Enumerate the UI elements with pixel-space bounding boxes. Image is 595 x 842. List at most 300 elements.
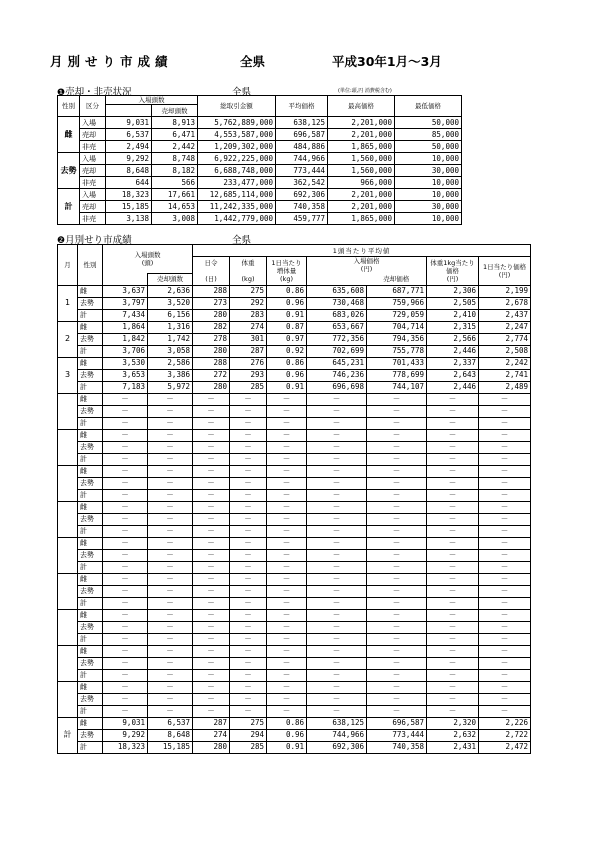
value-cell: －	[427, 585, 479, 597]
sex-cell: 雌	[78, 465, 103, 477]
max-cell: 2,201,000	[328, 129, 395, 141]
value-cell: 275	[230, 285, 267, 297]
value-cell: －	[367, 489, 427, 501]
avg-cell: 692,306	[276, 189, 328, 201]
value-cell: －	[367, 405, 427, 417]
value-cell: －	[479, 489, 531, 501]
value-cell: －	[479, 501, 531, 513]
value-cell: －	[367, 669, 427, 681]
month-label	[58, 681, 78, 717]
table-row	[58, 465, 531, 477]
value-cell: －	[148, 597, 193, 609]
min-cell: 50,000	[395, 141, 462, 153]
col-header-min: 最低価格	[395, 96, 462, 117]
value-cell: －	[367, 693, 427, 705]
zoutai-unit: (kg)	[280, 274, 293, 283]
month-label	[58, 465, 78, 501]
value-cell: －	[427, 681, 479, 693]
value-cell: －	[148, 549, 193, 561]
value-cell: －	[148, 429, 193, 441]
table-row	[58, 441, 531, 453]
value-cell: 2,508	[479, 345, 531, 357]
avg-cell: 362,542	[276, 177, 328, 189]
nyujo-cell: 8,648	[106, 165, 152, 177]
month-label	[58, 429, 78, 465]
min-cell: 10,000	[395, 177, 462, 189]
value-cell: 3,637	[103, 285, 148, 297]
value-cell: －	[267, 705, 307, 717]
baikyaku-cell: 8,748	[152, 153, 198, 165]
value-cell: －	[267, 549, 307, 561]
value-cell: －	[307, 705, 367, 717]
col-header-avg: 平均価格	[276, 96, 328, 117]
table-row	[58, 645, 531, 657]
value-cell: 3,653	[103, 369, 148, 381]
section2-marker: ❷	[57, 236, 66, 246]
value-cell: －	[427, 669, 479, 681]
value-cell: －	[307, 561, 367, 573]
value-cell: 9,292	[103, 729, 148, 741]
value-cell: －	[427, 513, 479, 525]
month-label: 1	[58, 285, 78, 321]
table-row	[58, 693, 531, 705]
value-cell: －	[479, 573, 531, 585]
section2-label: 月別せり市成績	[65, 235, 132, 246]
value-cell: －	[427, 429, 479, 441]
value-cell: －	[267, 513, 307, 525]
table-row	[58, 129, 462, 141]
sex-cell: 計	[78, 417, 103, 429]
total-cell: 11,242,335,000	[198, 201, 276, 213]
value-cell: 638,125	[307, 717, 367, 729]
value-cell: －	[230, 609, 267, 621]
value-cell: 746,236	[307, 369, 367, 381]
table-row	[58, 213, 462, 225]
group-label: 計	[58, 189, 80, 225]
col-header-zoutai	[267, 257, 307, 286]
max-cell: 2,201,000	[328, 189, 395, 201]
value-cell: －	[367, 621, 427, 633]
value-cell: －	[103, 501, 148, 513]
value-cell: 273	[193, 297, 230, 309]
value-cell: －	[479, 609, 531, 621]
max-cell: 1,865,000	[328, 213, 395, 225]
sex-cell: 計	[78, 597, 103, 609]
value-cell: －	[148, 441, 193, 453]
value-cell: －	[479, 429, 531, 441]
value-cell: －	[230, 429, 267, 441]
value-cell: －	[307, 537, 367, 549]
month-label	[58, 501, 78, 537]
value-cell: 730,468	[307, 297, 367, 309]
value-cell: －	[230, 657, 267, 669]
value-cell: －	[479, 549, 531, 561]
min-cell: 30,000	[395, 165, 462, 177]
value-cell: －	[367, 645, 427, 657]
baikyaku-cell: 6,471	[152, 129, 198, 141]
value-cell: 6,537	[148, 717, 193, 729]
value-cell: 280	[193, 381, 230, 393]
max-cell: 2,201,000	[328, 201, 395, 213]
monthly-results-table	[57, 244, 531, 754]
day-unit: (円)	[498, 270, 511, 279]
value-cell: －	[193, 489, 230, 501]
value-cell: 288	[193, 357, 230, 369]
value-cell: －	[267, 537, 307, 549]
value-cell: －	[307, 405, 367, 417]
sex-cell: 雌	[78, 717, 103, 729]
sex-cell: 去勢	[78, 621, 103, 633]
value-cell: －	[479, 633, 531, 645]
value-cell: －	[193, 561, 230, 573]
value-cell: 2,446	[427, 345, 479, 357]
sex-cell: 雌	[78, 681, 103, 693]
value-cell: 0.86	[267, 717, 307, 729]
value-cell: －	[103, 465, 148, 477]
value-cell: －	[427, 405, 479, 417]
value-cell: －	[479, 465, 531, 477]
baikyaku-cell: 8,182	[152, 165, 198, 177]
table-row	[58, 357, 531, 369]
value-cell: 2,643	[427, 369, 479, 381]
avg-cell: 459,777	[276, 213, 328, 225]
value-cell: －	[230, 705, 267, 717]
value-cell: －	[148, 417, 193, 429]
baikyaku-cell: 566	[152, 177, 198, 189]
value-cell: －	[230, 621, 267, 633]
value-cell: －	[307, 693, 367, 705]
value-cell: －	[103, 573, 148, 585]
kubun-cell: 非売	[80, 213, 106, 225]
value-cell: －	[230, 681, 267, 693]
value-cell: －	[427, 465, 479, 477]
value-cell: －	[367, 513, 427, 525]
value-cell: －	[193, 633, 230, 645]
max-cell: 2,201,000	[328, 117, 395, 129]
value-cell: －	[148, 465, 193, 477]
value-cell: －	[367, 537, 427, 549]
value-cell: －	[103, 705, 148, 717]
value-cell: －	[193, 405, 230, 417]
value-cell: 294	[230, 729, 267, 741]
value-cell: －	[427, 525, 479, 537]
value-cell: 278	[193, 333, 230, 345]
value-cell: －	[479, 537, 531, 549]
value-cell: 2,586	[148, 357, 193, 369]
value-cell: 0.86	[267, 357, 307, 369]
col-header-tsuki: 月	[58, 245, 78, 286]
table-row	[58, 657, 531, 669]
value-cell: －	[148, 681, 193, 693]
value-cell: －	[267, 441, 307, 453]
value-cell: －	[193, 501, 230, 513]
sex-cell: 去勢	[78, 477, 103, 489]
col-header-taiju	[230, 257, 267, 286]
value-cell: －	[479, 705, 531, 717]
value-cell: 2,632	[427, 729, 479, 741]
value-cell: －	[230, 465, 267, 477]
value-cell: －	[427, 537, 479, 549]
value-cell: －	[307, 609, 367, 621]
title-area: 全県	[240, 54, 266, 69]
avg-cell: 696,587	[276, 129, 328, 141]
sex-cell: 計	[78, 741, 103, 753]
table-row	[58, 741, 531, 753]
table-row	[58, 729, 531, 741]
table-row	[58, 405, 531, 417]
value-cell: 687,771	[367, 285, 427, 297]
value-cell: －	[427, 693, 479, 705]
kubun-cell: 入場	[80, 117, 106, 129]
sex-cell: 計	[78, 489, 103, 501]
value-cell: －	[148, 489, 193, 501]
sex-cell: 雌	[78, 285, 103, 297]
value-cell: 2,446	[427, 381, 479, 393]
title-main: 月別せり市成績	[50, 54, 173, 69]
value-cell: －	[230, 669, 267, 681]
value-cell: －	[479, 417, 531, 429]
table-row	[58, 705, 531, 717]
value-cell: －	[103, 633, 148, 645]
value-cell: －	[230, 393, 267, 405]
value-cell: 3,520	[148, 297, 193, 309]
value-cell: －	[427, 489, 479, 501]
value-cell: 282	[193, 321, 230, 333]
value-cell: －	[479, 693, 531, 705]
value-cell: 0.96	[267, 729, 307, 741]
value-cell: －	[307, 513, 367, 525]
sex-cell: 雌	[78, 393, 103, 405]
value-cell: 2,741	[479, 369, 531, 381]
table-row	[58, 117, 462, 129]
value-cell: 2,472	[479, 741, 531, 753]
total-cell: 12,685,114,000	[198, 189, 276, 201]
value-cell: 280	[193, 741, 230, 753]
value-cell: 301	[230, 333, 267, 345]
value-cell: 3,530	[103, 357, 148, 369]
value-cell: 1,864	[103, 321, 148, 333]
sex-cell: 計	[78, 453, 103, 465]
value-cell: －	[148, 609, 193, 621]
sex-cell: 去勢	[78, 441, 103, 453]
value-cell: 701,433	[367, 357, 427, 369]
value-cell: 287	[230, 345, 267, 357]
value-cell: －	[103, 645, 148, 657]
total-cell: 1,442,779,000	[198, 213, 276, 225]
value-cell: 3,058	[148, 345, 193, 357]
kubun-cell: 入場	[80, 189, 106, 201]
value-cell: －	[367, 657, 427, 669]
value-cell: －	[267, 621, 307, 633]
value-cell: －	[103, 669, 148, 681]
value-cell: －	[103, 393, 148, 405]
kubun-cell: 非売	[80, 141, 106, 153]
value-cell: 2,242	[479, 357, 531, 369]
col-header-blank	[307, 273, 367, 285]
table1-header-row	[58, 96, 462, 105]
table-row	[58, 345, 531, 357]
value-cell: －	[148, 561, 193, 573]
sex-cell: 計	[78, 633, 103, 645]
table-row	[58, 681, 531, 693]
value-cell: －	[193, 705, 230, 717]
value-cell: 759,966	[367, 297, 427, 309]
value-cell: －	[267, 561, 307, 573]
value-cell: －	[193, 465, 230, 477]
value-cell: 3,797	[103, 297, 148, 309]
value-cell: 2,306	[427, 285, 479, 297]
value-cell: －	[367, 441, 427, 453]
col-header-nyujo	[103, 245, 193, 274]
value-cell: －	[103, 489, 148, 501]
value-cell: －	[427, 441, 479, 453]
value-cell: －	[479, 393, 531, 405]
col-header-nichirei	[193, 257, 230, 286]
table-row	[58, 477, 531, 489]
value-cell: 702,699	[307, 345, 367, 357]
sex-cell: 去勢	[78, 585, 103, 597]
value-cell: －	[230, 561, 267, 573]
value-cell: 2,636	[148, 285, 193, 297]
value-cell: 274	[230, 321, 267, 333]
value-cell: －	[230, 645, 267, 657]
value-cell: －	[148, 405, 193, 417]
kubun-cell: 売却	[80, 129, 106, 141]
value-cell: －	[230, 453, 267, 465]
value-cell: －	[148, 693, 193, 705]
sex-cell: 去勢	[78, 549, 103, 561]
report-title	[50, 52, 550, 70]
table-row	[58, 525, 531, 537]
value-cell: －	[103, 597, 148, 609]
value-cell: 2,410	[427, 309, 479, 321]
value-cell: 0.96	[267, 369, 307, 381]
max-cell: 1,560,000	[328, 153, 395, 165]
value-cell: －	[193, 393, 230, 405]
value-cell: 696,698	[307, 381, 367, 393]
value-cell: －	[193, 573, 230, 585]
sex-cell: 雌	[78, 357, 103, 369]
section2-area: 全県	[232, 235, 252, 246]
col-header-blank	[103, 273, 148, 285]
table-row	[58, 393, 531, 405]
value-cell: －	[103, 405, 148, 417]
min-cell: 10,000	[395, 213, 462, 225]
value-cell: 287	[193, 717, 230, 729]
value-cell: －	[148, 525, 193, 537]
table-row	[58, 549, 531, 561]
min-cell: 10,000	[395, 189, 462, 201]
value-cell: －	[148, 705, 193, 717]
table-row	[58, 189, 462, 201]
kg-label: 体重1kg当たり価格	[430, 258, 475, 275]
table-row	[58, 597, 531, 609]
value-cell: －	[307, 489, 367, 501]
total-cell: 1,209,302,000	[198, 141, 276, 153]
value-cell: －	[267, 405, 307, 417]
value-cell: 2,247	[479, 321, 531, 333]
value-cell: －	[367, 453, 427, 465]
value-cell: －	[103, 609, 148, 621]
sex-cell: 去勢	[78, 405, 103, 417]
value-cell: 772,356	[307, 333, 367, 345]
value-cell: －	[427, 453, 479, 465]
value-cell: 2,566	[427, 333, 479, 345]
total-cell: 6,922,225,000	[198, 153, 276, 165]
total-cell: 5,762,889,000	[198, 117, 276, 129]
value-cell: 18,323	[103, 741, 148, 753]
value-cell: 2,437	[479, 309, 531, 321]
value-cell: 696,587	[367, 717, 427, 729]
value-cell: －	[230, 405, 267, 417]
table-row	[58, 573, 531, 585]
value-cell: －	[193, 693, 230, 705]
value-cell: 683,026	[307, 309, 367, 321]
value-cell: －	[230, 489, 267, 501]
value-cell: －	[267, 477, 307, 489]
value-cell: 0.97	[267, 333, 307, 345]
value-cell: －	[193, 453, 230, 465]
value-cell: 653,667	[307, 321, 367, 333]
value-cell: －	[479, 513, 531, 525]
sex-cell: 計	[78, 705, 103, 717]
nyujo-cell: 2,494	[106, 141, 152, 153]
value-cell: －	[307, 669, 367, 681]
value-cell: －	[427, 573, 479, 585]
value-cell: －	[103, 537, 148, 549]
value-cell: 2,722	[479, 729, 531, 741]
value-cell: －	[148, 477, 193, 489]
nyujo-cell: 15,185	[106, 201, 152, 213]
nyujo-cell: 3,138	[106, 213, 152, 225]
max-cell: 1,865,000	[328, 141, 395, 153]
baikyaku-cell: 17,661	[152, 189, 198, 201]
value-cell: －	[230, 417, 267, 429]
value-cell: －	[267, 489, 307, 501]
value-cell: 2,337	[427, 357, 479, 369]
value-cell: －	[307, 681, 367, 693]
value-cell: －	[103, 525, 148, 537]
value-cell: －	[479, 525, 531, 537]
col-header-kakaku	[307, 257, 427, 274]
table-row	[58, 285, 531, 297]
month-label	[58, 609, 78, 645]
value-cell: 288	[193, 285, 230, 297]
table-row	[58, 417, 531, 429]
value-cell: 283	[230, 309, 267, 321]
value-cell: －	[193, 669, 230, 681]
value-cell: －	[267, 657, 307, 669]
value-cell: －	[479, 477, 531, 489]
value-cell: －	[267, 633, 307, 645]
month-label	[58, 393, 78, 429]
col-header-blank	[106, 105, 152, 117]
value-cell: －	[148, 669, 193, 681]
value-cell: －	[367, 417, 427, 429]
kg-unit: (円)	[446, 274, 459, 283]
value-cell: －	[193, 537, 230, 549]
value-cell: －	[267, 429, 307, 441]
col-header-nyujo: 入場頭数	[106, 96, 198, 105]
table-row	[58, 165, 462, 177]
value-cell: 6,156	[148, 309, 193, 321]
value-cell: 272	[193, 369, 230, 381]
value-cell: －	[230, 525, 267, 537]
value-cell: －	[267, 465, 307, 477]
value-cell: －	[367, 501, 427, 513]
group-label: 雌	[58, 117, 80, 153]
value-cell: －	[193, 621, 230, 633]
